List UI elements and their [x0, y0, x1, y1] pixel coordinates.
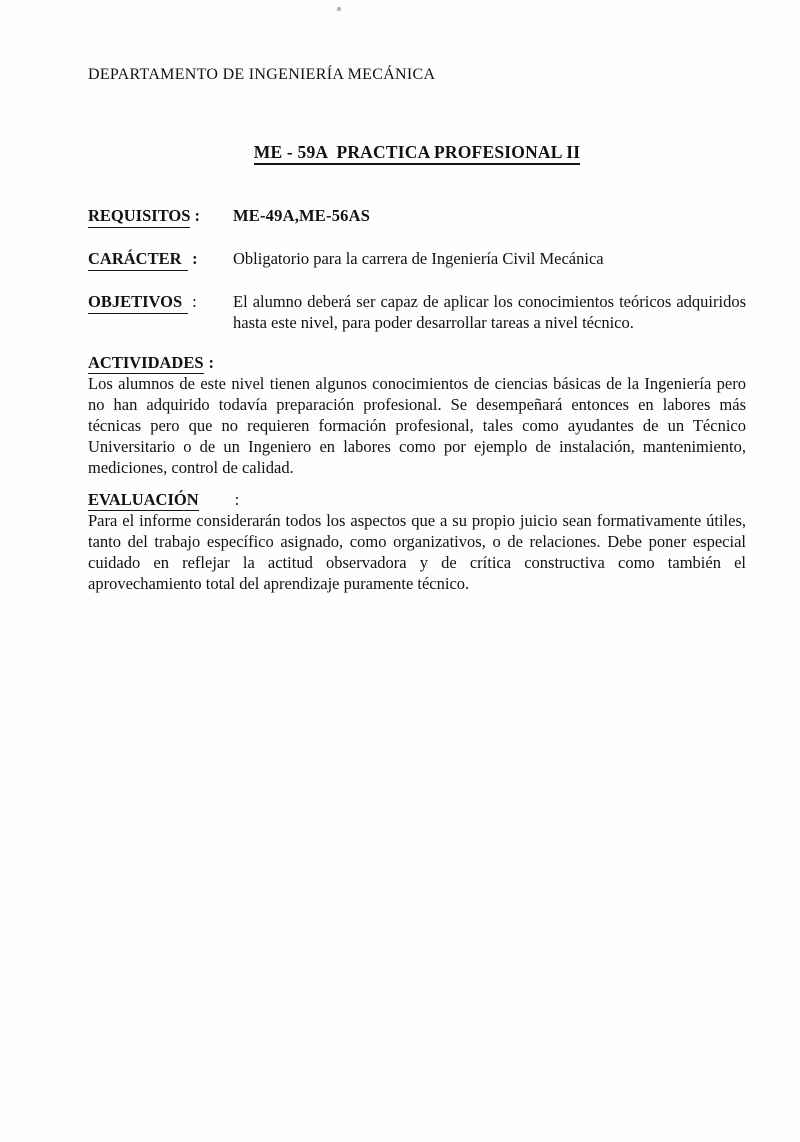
caracter-label: CARÁCTER: [88, 248, 188, 271]
course-title: ME - 59A PRACTICA PROFESIONAL II: [254, 142, 581, 165]
field-list: [88, 205, 746, 333]
requisitos-colon: :: [194, 206, 201, 225]
field-label-cell: [88, 205, 233, 228]
field-label-cell: [88, 291, 233, 314]
field-row-caracter: [88, 248, 746, 271]
section-evaluacion: [88, 489, 746, 594]
requisitos-label: REQUISITOS: [88, 205, 190, 228]
field-row-requisitos: [88, 205, 746, 228]
objetivos-label: OBJETIVOS: [88, 291, 188, 314]
actividades-colon: :: [208, 353, 215, 372]
objetivos-value: El alumno deberá ser capaz de aplicar los conocimientos teóricos adquiridos hasta este nivel, para poder desarrollar tareas a nivel técnico.: [233, 292, 746, 332]
evaluacion-colon: :: [234, 490, 240, 509]
section-actividades: [88, 352, 746, 478]
actividades-heading-row: [88, 352, 746, 373]
evaluacion-heading: EVALUACIÓN: [88, 490, 199, 509]
scan-artifact-speck: [337, 7, 341, 11]
actividades-heading: ACTIVIDADES: [88, 353, 204, 372]
field-label-cell: [88, 248, 233, 271]
requisitos-value: ME-49A,ME-56AS: [233, 206, 371, 225]
field-row-objetivos: [88, 291, 746, 333]
title-row: [88, 141, 746, 165]
actividades-paragraph: Los alumnos de este nivel tienen algunos conocimientos de ciencias básicas de la Ingeniería pero no han adquirido todavía preparación profesional. Se desempeñará entonces en labores más técnicas pero que no requieren formación profesional, tales como ayudantes de un Técnico Universitario o de un Ingeniero en labores como por ejemplo de instalación, mantenimiento, mediciones, control de calidad.: [88, 374, 746, 477]
evaluacion-heading-row: [88, 489, 746, 510]
caracter-colon: :: [192, 249, 198, 268]
objetivos-colon: :: [192, 292, 197, 311]
evaluacion-paragraph: Para el informe considerarán todos los aspectos que a su propio juicio sean formativamente útiles, tanto del trabajo específico asignado, como organizativos, o de relaciones. Debe poner especial cuidado en reflejar la actitud observadora y de crítica constructiva como también el aprovechamiento total del aprendizaje puramente técnico.: [88, 511, 746, 593]
caracter-value: Obligatorio para la carrera de Ingeniería Civil Mecánica: [233, 249, 604, 268]
department-header: DEPARTAMENTO DE INGENIERÍA MECÁNICA: [88, 66, 436, 83]
